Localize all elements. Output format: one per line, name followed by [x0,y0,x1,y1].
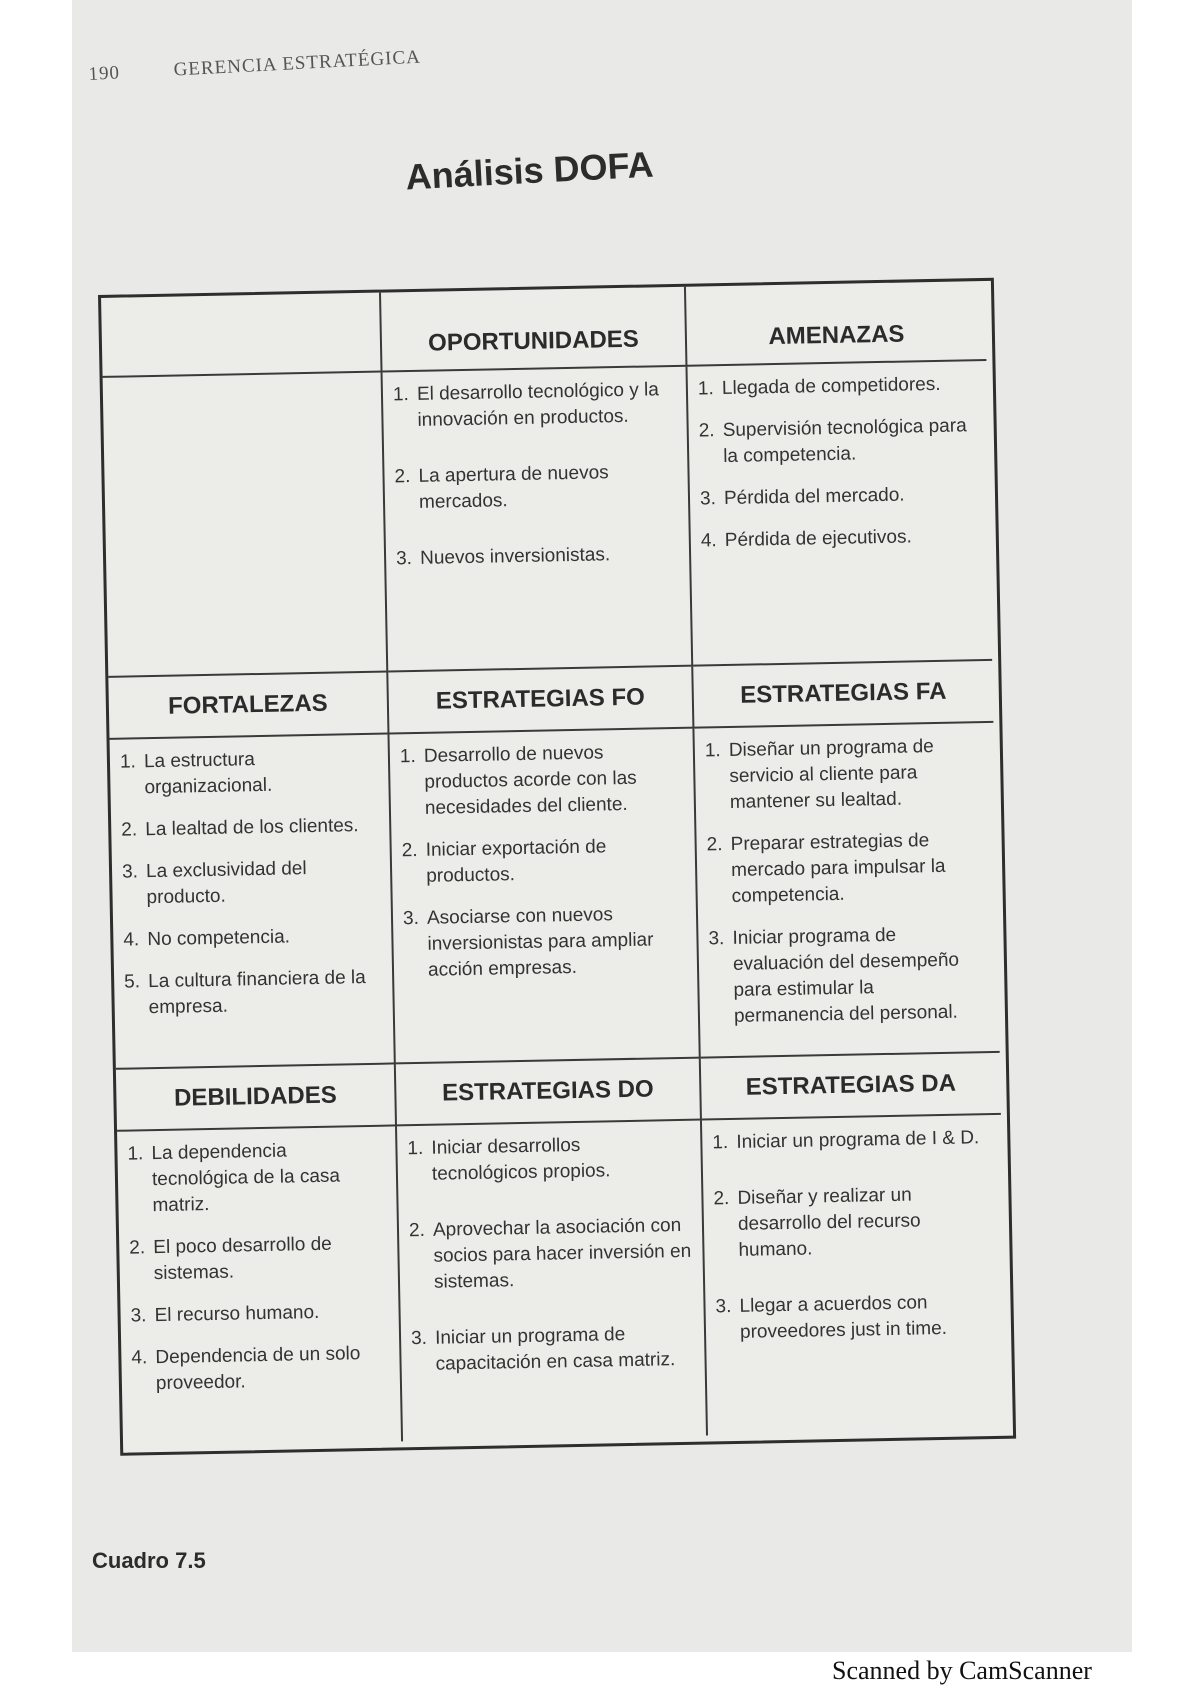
book-title: GERENCIA ESTRATÉGICA [173,46,422,81]
item-number: 4. [700,530,717,552]
item-number: 3. [395,548,413,570]
item-text: Aprovechar la asociación con socios para hacer inversión en sistemas. [432,1214,692,1293]
item-number: 1. [704,740,721,762]
oportunidades-list [383,367,691,611]
item-number: 1. [127,1143,144,1165]
item-number: 3. [402,907,420,930]
item-number: 3. [130,1305,147,1327]
item-number: 1. [407,1137,424,1160]
item-number: 5. [123,971,141,993]
list-item [402,901,687,984]
item-number: 1. [399,745,416,768]
list-item [121,855,381,911]
item-number: 3. [715,1296,732,1318]
item-number: 2. [394,466,411,488]
list-item [123,965,383,1021]
page-number: 190 [88,62,121,85]
list-item [121,813,379,843]
item-number: 3. [410,1327,428,1350]
list-item [131,1341,390,1397]
header-fortalezas: FORTALEZAS [108,672,389,739]
item-text: Diseñar un programa de servicio al cliente para mantener su lealtad. [728,736,934,813]
estrategias-fo-list [389,729,697,1009]
list-item [408,1213,693,1296]
list-item [127,1137,386,1219]
estrategias-fa-cell [694,723,999,1059]
list-item [130,1299,388,1329]
estrategias-do-cell [397,1121,708,1442]
debilidades-list [117,1126,401,1421]
fortalezas-list [110,735,394,1046]
item-text: Dependencia de un solo proveedor. [155,1343,361,1395]
estrategias-da-list [702,1115,1006,1385]
item-text: Llegar a acuerdos con proveedores just in time. [739,1292,948,1343]
empty-left-cell [103,373,389,678]
item-number: 1. [712,1132,729,1154]
debilidades-cell [117,1126,403,1446]
item-text: Iniciar un programa de I & D. [736,1127,980,1153]
list-item [129,1231,388,1287]
item-text: Llegada de competidores. [721,373,941,400]
list-item [697,371,977,402]
header-estrategias-do: ESTRATEGIAS DO [396,1059,702,1127]
item-text: El desarrollo tecnológico y la innovación en productos. [416,379,659,431]
item-text: No competencia. [147,926,291,951]
list-item [407,1131,691,1188]
list-item [706,827,986,910]
list-item [394,459,678,516]
item-number: 2. [129,1237,146,1259]
item-text: El poco desarrollo de sistemas. [153,1233,332,1285]
item-text: El recurso humano. [154,1301,320,1327]
item-text: Diseñar y realizar un desarrollo del recurso humano. [737,1184,921,1261]
empty-corner-cell [101,293,382,378]
oportunidades-cell [383,367,694,673]
item-number: 2. [698,420,715,442]
list-item [123,923,381,953]
list-item [712,1125,991,1156]
fortalezas-cell [110,734,396,1069]
list-item [699,481,979,512]
list-item [708,921,989,1030]
item-number: 4. [123,929,140,951]
amenazas-cell [687,361,992,667]
header-estrategias-da: ESTRATEGIAS DA [701,1053,1001,1121]
item-number: 3. [121,861,139,883]
header-estrategias-fa: ESTRATEGIAS FA [693,661,993,729]
list-item [399,739,684,822]
item-number: 2. [121,819,138,841]
dofa-matrix [98,278,1016,1456]
item-text: Iniciar programa de evaluación del desempeño para estimular la permanencia del personal. [732,924,960,1027]
item-text: La exclusividad del producto. [145,858,307,909]
estrategias-fa-list [694,723,999,1055]
item-text: Pérdida de ejecutivos. [724,526,912,552]
item-number: 1. [119,751,137,773]
estrategias-da-cell [702,1115,1007,1436]
list-item [715,1289,995,1346]
item-number: 4. [131,1347,148,1369]
table-caption: Cuadro 7.5 [92,1548,206,1573]
list-item [704,733,985,816]
item-number: 1. [392,384,410,406]
list-item [410,1321,695,1378]
list-item [392,377,677,434]
item-text: Desarrollo de nuevos productos acorde con las necesidades del cliente. [423,742,637,819]
item-text: Pérdida del mercado. [723,484,905,510]
list-item [700,523,980,554]
item-number: 2. [713,1188,730,1210]
page-title: Análisis DOFA [404,143,655,198]
list-item [119,745,379,801]
list-item [395,541,679,572]
item-text: Preparar estrategias de mercado para impulsar la competencia. [730,830,946,907]
item-text: La lealtad de los clientes. [145,815,359,841]
item-number: 1. [697,378,714,400]
item-number: 3. [708,928,725,950]
header-debilidades: DEBILIDADES [116,1064,397,1131]
item-text: Nuevos inversionistas. [419,544,611,569]
list-item [713,1181,993,1264]
item-number: 2. [401,839,418,862]
estrategias-fo-cell [389,729,700,1065]
item-text: La cultura financiera de la empresa. [147,966,366,1019]
list-item [401,833,685,890]
estrategias-do-list [397,1121,706,1417]
header-estrategias-fo: ESTRATEGIAS FO [388,667,694,735]
item-text: La estructura organizacional. [143,749,273,799]
item-number: 2. [408,1219,426,1242]
amenazas-list [687,361,990,579]
scanner-watermark: Scanned by CamScanner [832,1656,1092,1685]
item-text: Asociarse con nuevos inversionistas para ampliar acción empresas. [426,904,654,981]
header-amenazas: AMENAZAS [686,281,986,367]
item-text: Iniciar exportación de productos. [425,836,607,887]
list-item [698,413,978,470]
header-oportunidades: OPORTUNIDADES [381,287,687,373]
item-text: La apertura de nuevos mercados. [418,462,609,513]
item-text: Supervisión tecnológica para la competencia. [722,415,967,468]
item-text: La dependencia tecnológica de la casa matriz. [151,1140,341,1217]
item-text: Iniciar desarrollos tecnológicos propios. [431,1134,611,1185]
item-text: Iniciar un programa de capacitación en casa matriz. [434,1324,676,1375]
item-number: 2. [706,834,723,856]
item-number: 3. [699,488,717,510]
